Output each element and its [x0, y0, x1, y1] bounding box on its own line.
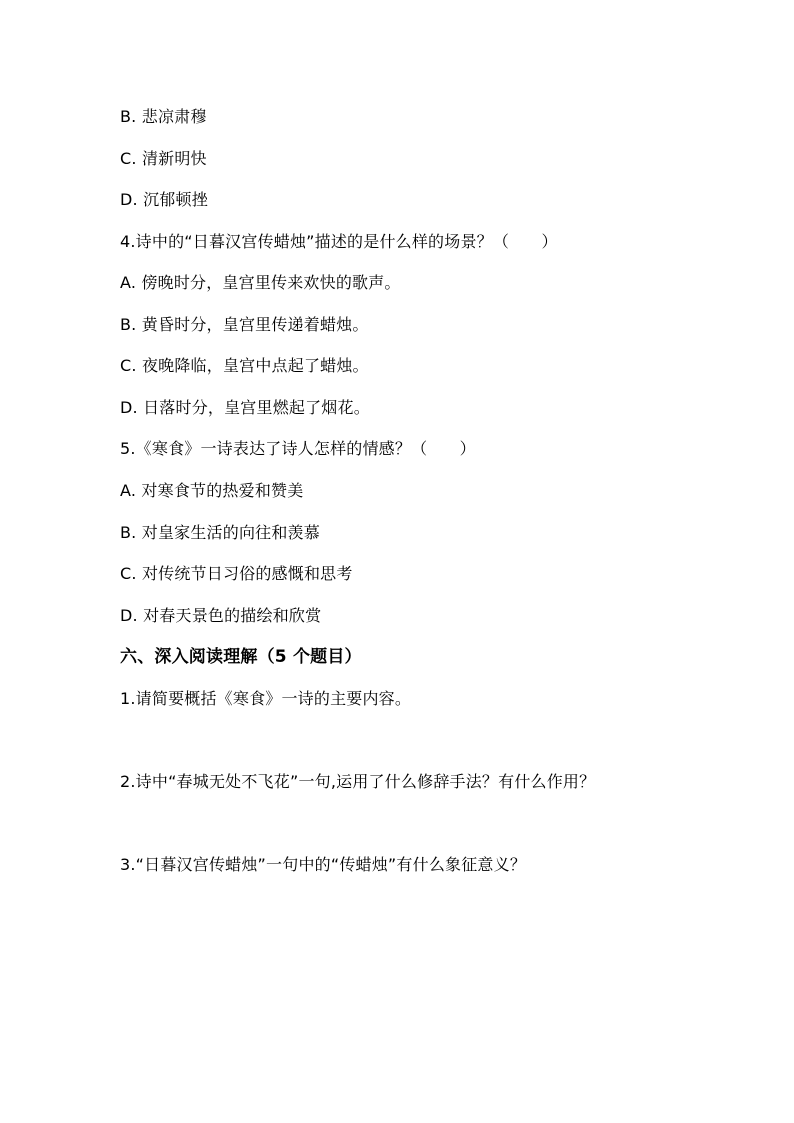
q5-option-b: B. 对皇家生活的向往和羡慕	[120, 523, 320, 542]
q5-option-d: D. 对春天景色的描绘和欣赏	[120, 606, 322, 625]
q4-option-b: B. 黄昏时分，皇宫里传递着蜡烛。	[120, 315, 369, 334]
section-heading: 六、深入阅读理解（5 个题目）	[120, 647, 362, 667]
q3-option-b: B. 悲凉肃穆	[120, 107, 207, 126]
section6-question-2: 2.诗中“春城无处不飞花”一句,运用了什么修辞手法？有什么作用？	[120, 772, 596, 791]
q3-option-d: D. 沉郁顿挫	[120, 190, 208, 209]
q5-option-c: C. 对传统节日习俗的感慨和思考	[120, 564, 353, 583]
section6-question-1: 1.请简要概括《寒食》一诗的主要内容。	[120, 689, 412, 708]
q4-option-c: C. 夜晚降临，皇宫中点起了蜡烛。	[120, 356, 369, 375]
q4-option-d: D. 日落时分，皇宫里燃起了烟花。	[120, 398, 370, 417]
q4-option-a: A. 傍晚时分，皇宫里传来欢快的歌声。	[120, 273, 401, 292]
q3-option-c: C. 清新明快	[120, 149, 207, 168]
q5-question: 5.《寒食》一诗表达了诗人怎样的情感？（ ）	[120, 439, 476, 458]
q4-question: 4.诗中的“日暮汉宫传蜡烛”描述的是什么样的场景？（ ）	[120, 232, 558, 251]
section6-question-3: 3.“日暮汉宫传蜡烛”一句中的“传蜡烛”有什么象征意义？	[120, 855, 527, 874]
q5-option-a: A. 对寒食节的热爱和赞美	[120, 481, 304, 500]
